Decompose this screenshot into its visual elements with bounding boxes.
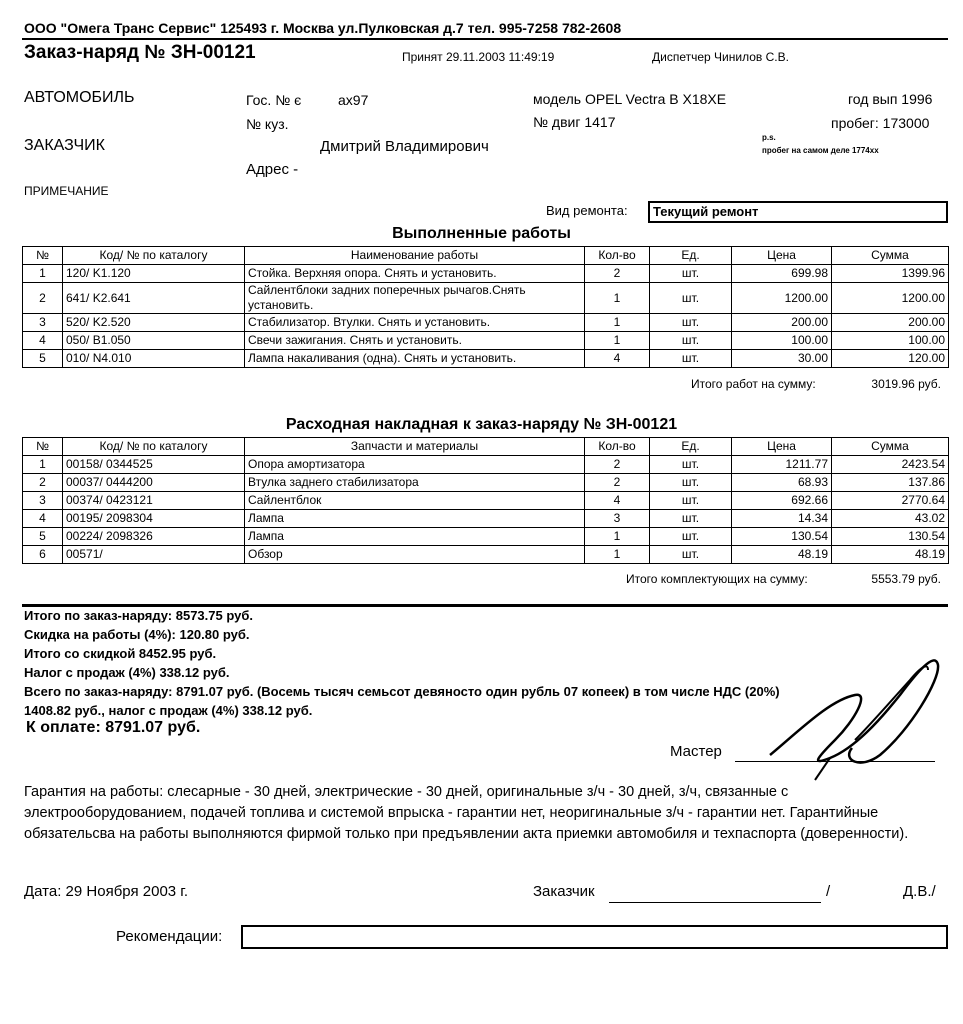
cell-qty: 1 xyxy=(585,314,650,332)
totals-block xyxy=(24,606,780,720)
header-divider xyxy=(22,38,948,40)
cell-code: 00571/ xyxy=(63,546,245,564)
cell-num: 1 xyxy=(23,456,63,474)
cell-price: 48.19 xyxy=(732,546,832,564)
dispatcher: Диспетчер Чинилов С.В. xyxy=(652,50,789,64)
customer-label: ЗАКАЗЧИК xyxy=(24,137,105,154)
car-model: модель OPEL Vectra B X18XE xyxy=(533,91,727,107)
cell-sum: 130.54 xyxy=(832,528,949,546)
col-header-price: Цена xyxy=(732,438,832,456)
cell-qty: 2 xyxy=(585,474,650,492)
cell-qty: 4 xyxy=(585,492,650,510)
cell-name: Стойка. Верхняя опора. Снять и установить. xyxy=(245,265,585,283)
cell-unit: шт. xyxy=(650,510,732,528)
master-label: Мастер xyxy=(670,743,722,760)
ps-note-line1: p.s. xyxy=(762,133,776,142)
table-row xyxy=(23,474,949,492)
col-header-qty: Кол-во xyxy=(585,438,650,456)
repair-type-label: Вид ремонта: xyxy=(546,203,628,218)
col-header-sum: Сумма xyxy=(832,247,949,265)
cell-price: 1200.00 xyxy=(732,283,832,314)
table-row xyxy=(23,332,949,350)
cell-sum: 48.19 xyxy=(832,546,949,564)
engine-number: № двиг 1417 xyxy=(533,114,616,130)
col-header-qty: Кол-во xyxy=(585,247,650,265)
cell-code: 010/ N4.010 xyxy=(63,350,245,368)
discount-works: Скидка на работы (4%): 120.80 руб. xyxy=(24,627,250,642)
car-year: год вып 1996 xyxy=(848,91,933,107)
table-row xyxy=(23,546,949,564)
col-header-unit: Ед. xyxy=(650,438,732,456)
parts-total-value: 5553.79 руб. xyxy=(871,572,941,586)
recommendations-label: Рекомендации: xyxy=(116,928,223,945)
cell-unit: шт. xyxy=(650,492,732,510)
accepted-date: Принят 29.11.2003 11:49:19 xyxy=(402,50,555,64)
col-header-sum: Сумма xyxy=(832,438,949,456)
table-row xyxy=(23,265,949,283)
table-row xyxy=(23,510,949,528)
parts-total-label: Итого комплектующих на сумму: xyxy=(626,572,808,586)
works-table xyxy=(22,246,949,368)
cell-unit: шт. xyxy=(650,456,732,474)
col-header-num: № xyxy=(23,247,63,265)
cell-sum: 1399.96 xyxy=(832,265,949,283)
col-header-code: Код/ № по каталогу xyxy=(63,247,245,265)
cell-price: 200.00 xyxy=(732,314,832,332)
body-number-label: № куз. xyxy=(246,116,289,132)
customer-sign-slash: / xyxy=(826,883,831,900)
cell-code: 520/ K2.520 xyxy=(63,314,245,332)
col-header-num: № xyxy=(23,438,63,456)
cell-code: 641/ K2.641 xyxy=(63,283,245,314)
company-line: ООО "Омега Транс Сервис" 125493 г. Москва ул.Пулковская д.7 тел. 995-7258 782-2608 xyxy=(24,20,622,36)
vat-and-tax: 1408.82 руб., налог с продаж (4%) 338.12 руб. xyxy=(24,703,313,718)
works-total-value: 3019.96 руб. xyxy=(871,377,941,391)
customer-signature-line xyxy=(609,902,821,903)
cell-price: 130.54 xyxy=(732,528,832,546)
total-with-discount: Итого со скидкой 8452.95 руб. xyxy=(24,646,217,661)
cell-sum: 200.00 xyxy=(832,314,949,332)
cell-unit: шт. xyxy=(650,265,732,283)
table-row xyxy=(23,283,949,314)
cell-sum: 2423.54 xyxy=(832,456,949,474)
cell-num: 5 xyxy=(23,350,63,368)
note-label: ПРИМЕЧАНИЕ xyxy=(24,184,109,198)
col-header-code: Код/ № по каталогу xyxy=(63,438,245,456)
col-header-name: Наименование работы xyxy=(245,247,585,265)
cell-sum: 1200.00 xyxy=(832,283,949,314)
cell-price: 30.00 xyxy=(732,350,832,368)
cell-name: Лампа xyxy=(245,528,585,546)
cell-num: 1 xyxy=(23,265,63,283)
plate-value: ах97 xyxy=(338,92,369,108)
cell-qty: 2 xyxy=(585,265,650,283)
cell-num: 3 xyxy=(23,492,63,510)
total-order: Итого по заказ-наряду: 8573.75 руб. xyxy=(24,608,253,623)
parts-table xyxy=(22,437,949,564)
cell-unit: шт. xyxy=(650,528,732,546)
table-row xyxy=(23,492,949,510)
parts-header-row xyxy=(23,438,949,456)
cell-code: 00037/ 0444200 xyxy=(63,474,245,492)
master-signature-mark xyxy=(760,640,950,800)
cell-code: 120/ K1.120 xyxy=(63,265,245,283)
cell-code: 00195/ 2098304 xyxy=(63,510,245,528)
cell-sum: 137.86 xyxy=(832,474,949,492)
cell-qty: 1 xyxy=(585,283,650,314)
cell-code: 00224/ 2098326 xyxy=(63,528,245,546)
works-total-label: Итого работ на сумму: xyxy=(691,377,816,391)
cell-sum: 100.00 xyxy=(832,332,949,350)
parts-title: Расходная накладная к заказ-наряду № ЗН-00121 xyxy=(285,416,678,433)
ps-note-line2: пробег на самом деле 1774хх xyxy=(762,146,879,155)
warranty-text: Гарантия на работы: слесарные - 30 дней, электрические - 30 дней, оригинальные з/ч - 30 дней, з/ч, связанные с электрооборудованием, подачей топлива и системой впрыска - гарантии нет, неоригинальные з/ч - гарантии нет. Гарантийные обязательсва на работы выполняются фирмой только при предъявлении акта приемки автомобиля и техпаспорта (доверенности). xyxy=(24,784,909,842)
works-header-row xyxy=(23,247,949,265)
table-row xyxy=(23,350,949,368)
cell-sum: 120.00 xyxy=(832,350,949,368)
cell-code: 050/ B1.050 xyxy=(63,332,245,350)
plate-label: Гос. № є xyxy=(246,92,302,108)
col-header-price: Цена xyxy=(732,247,832,265)
repair-type-box xyxy=(648,201,948,223)
cell-price: 100.00 xyxy=(732,332,832,350)
cell-num: 5 xyxy=(23,528,63,546)
customer-name: Дмитрий Владимирович xyxy=(320,138,489,155)
cell-code: 00374/ 0423121 xyxy=(63,492,245,510)
date-line: Дата: 29 Ноября 2003 г. xyxy=(24,883,189,900)
cell-num: 2 xyxy=(23,283,63,314)
cell-qty: 3 xyxy=(585,510,650,528)
col-header-unit: Ед. xyxy=(650,247,732,265)
cell-unit: шт. xyxy=(650,350,732,368)
cell-sum: 43.02 xyxy=(832,510,949,528)
cell-unit: шт. xyxy=(650,332,732,350)
cell-price: 1211.77 xyxy=(732,456,832,474)
cell-num: 4 xyxy=(23,332,63,350)
cell-qty: 1 xyxy=(585,546,650,564)
table-row xyxy=(23,456,949,474)
cell-unit: шт. xyxy=(650,474,732,492)
customer-sign-label: Заказчик xyxy=(533,883,595,900)
cell-price: 692.66 xyxy=(732,492,832,510)
cell-name: Сайлентблок xyxy=(245,492,585,510)
cell-price: 699.98 xyxy=(732,265,832,283)
customer-initials: Д.В./ xyxy=(903,883,936,900)
recommendations-box xyxy=(241,925,948,949)
cell-name: Стабилизатор. Втулки. Снять и установить. xyxy=(245,314,585,332)
repair-type-value: Текущий ремонт xyxy=(653,204,759,219)
col-header-name: Запчасти и материалы xyxy=(245,438,585,456)
cell-name: Обзор xyxy=(245,546,585,564)
works-title: Выполненные работы xyxy=(392,225,571,242)
table-row xyxy=(23,528,949,546)
order-title: Заказ-наряд № ЗН-00121 xyxy=(24,42,256,63)
cell-num: 4 xyxy=(23,510,63,528)
cell-name: Втулка заднего стабилизатора xyxy=(245,474,585,492)
cell-num: 2 xyxy=(23,474,63,492)
cell-qty: 4 xyxy=(585,350,650,368)
cell-num: 6 xyxy=(23,546,63,564)
cell-name: Опора амортизатора xyxy=(245,456,585,474)
cell-name: Лампа накаливания (одна). Снять и установить. xyxy=(245,350,585,368)
car-mileage: пробег: 173000 xyxy=(831,115,930,131)
cell-unit: шт. xyxy=(650,283,732,314)
address-label: Адрес - xyxy=(246,161,299,178)
amount-to-pay: К оплате: 8791.07 руб. xyxy=(26,719,201,736)
car-label: АВТОМОБИЛЬ xyxy=(24,89,135,106)
cell-name: Сайлентблоки задних поперечных рычагов.Снять установить. xyxy=(245,283,585,314)
cell-price: 68.93 xyxy=(732,474,832,492)
sales-tax: Налог с продаж (4%) 338.12 руб. xyxy=(24,665,230,680)
cell-sum: 2770.64 xyxy=(832,492,949,510)
cell-unit: шт. xyxy=(650,314,732,332)
table-row xyxy=(23,314,949,332)
cell-name: Свечи зажигания. Снять и установить. xyxy=(245,332,585,350)
cell-num: 3 xyxy=(23,314,63,332)
cell-price: 14.34 xyxy=(732,510,832,528)
cell-qty: 2 xyxy=(585,456,650,474)
cell-qty: 1 xyxy=(585,528,650,546)
cell-unit: шт. xyxy=(650,546,732,564)
cell-name: Лампа xyxy=(245,510,585,528)
cell-qty: 1 xyxy=(585,332,650,350)
cell-code: 00158/ 0344525 xyxy=(63,456,245,474)
grand-total-words: Всего по заказ-наряду: 8791.07 руб. (Восемь тысяч семьсот девяносто один рубль 07 копеек) в том числе НДС (20%) xyxy=(24,684,780,699)
